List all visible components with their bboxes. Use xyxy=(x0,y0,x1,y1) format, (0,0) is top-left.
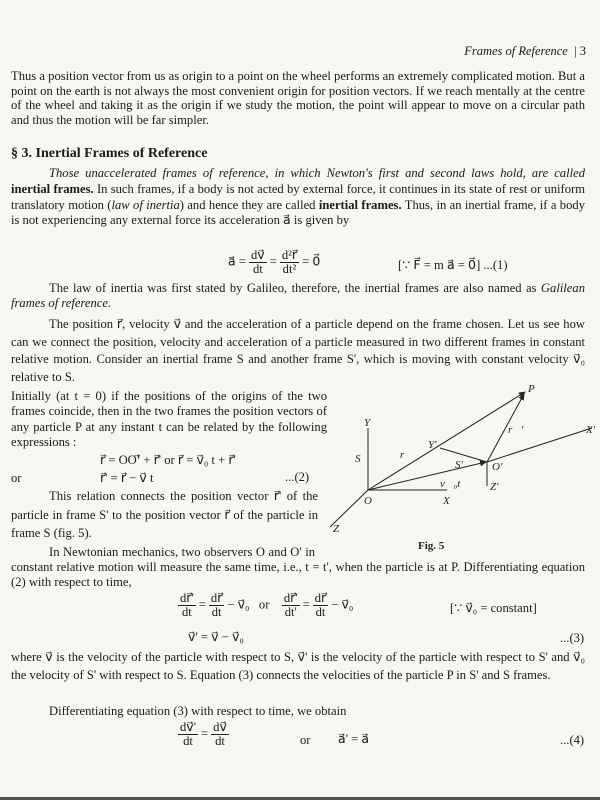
paragraph: Initially (at t = 0) if the positions of the origins of the two frames coincide, then in the two frames the position vectors of any particle P at any instant t can be related by the following expressions : xyxy=(11,389,327,450)
label-S: S xyxy=(355,453,361,465)
label-S-prime: S' xyxy=(455,459,463,471)
label-Y-prime: Y' xyxy=(428,439,437,451)
equation-4: $\frac{dv⃗'}{dt}$ = $\frac{dv⃗}{dt}$ xyxy=(180,720,227,748)
z-axis xyxy=(330,490,368,527)
equation-3-number: ...(3) xyxy=(560,631,585,645)
label-Z-prime: Z' xyxy=(490,481,499,493)
equation-3a: $\frac{dr⃗'}{dt}$ = $\frac{dr⃗}{dt}$ − v⃗₀ or $\frac{dr⃗'}{dt'}$ = $\frac{dr⃗}{dt}$ − v⃗₀ xyxy=(180,591,354,619)
figure-caption: Fig. 5 xyxy=(418,540,445,552)
paragraph: Those unaccelerated frames of reference, in which Newton's first and second laws hold, are called inertial frames. In such frames, if a body is not acted by external force, it continues in its state of rest or uniform translatory motion (law of inertia) and hence they are called inertial frames. Thus, in an inertial frame, if a body is not experiencing any external force its acceleration a⃗ is given by xyxy=(11,166,585,228)
equation-2b: r⃗' = r⃗ − v⃗ t xyxy=(100,471,154,485)
equation-1: a⃗ = $\frac{dv⃗}{dt}$ = $\frac{\text{d²r⃗}}{\text{dt²}}$ = 0⃗ xyxy=(228,248,321,276)
paragraph: The law of inertia was first stated by Galileo, therefore, the inertial frames are also named as Galilean frames of reference. xyxy=(11,281,585,310)
equation-2a: r⃗ = OO'⃗ + r⃗' or r⃗ = v⃗₀ t + r⃗' xyxy=(100,453,236,467)
label-O: O xyxy=(364,495,372,507)
label-X-prime: X' xyxy=(586,424,596,436)
label-Y: Y xyxy=(364,417,371,429)
section-heading: § 3. Inertial Frames of Reference xyxy=(11,146,208,161)
paragraph: Thus a position vector from us as origin to a point on the wheel performs an extremely complicated motion. But a point on the earth is not always the most convenient origin for position vectors. If we reach mentally at the centre of the wheel and taking it as the origin if we study the motion, the point will appear to move on a circular path and thus the motion will be far simpler. xyxy=(11,69,585,127)
caption-space xyxy=(315,545,585,560)
equation-2-number: ...(2) xyxy=(285,470,310,484)
label-O-prime: O' xyxy=(492,461,503,473)
equation-3a-note: [∵ v⃗₀ = constant] xyxy=(450,601,537,615)
paragraph: Differentiating equation (3) with respect to time, we obtain xyxy=(49,704,347,718)
paragraph: This relation connects the position vector r⃗' of the particle in frame S' to the position vector r⃗ of the particle in frame S (fig. 5). xyxy=(11,489,318,540)
label-P: P xyxy=(528,383,535,395)
y-prime-axis xyxy=(440,448,487,462)
running-header: Frames of Reference | 3 xyxy=(464,44,586,58)
label-r: r⃗ xyxy=(400,449,413,461)
label-v0t: v⃗₀t xyxy=(440,478,461,490)
label-Z: Z xyxy=(333,523,340,535)
equation-4-or: or xyxy=(300,733,311,747)
equation-4-number: ...(4) xyxy=(560,733,585,747)
equation-4-rhs: a⃗' = a⃗ xyxy=(338,732,370,746)
equation-1-note: [∵ F⃗ = m a⃗ = 0⃗] ...(1) xyxy=(398,258,508,272)
paragraph: where v⃗ is the velocity of the particle with respect to S, v⃗' is the velocity of the particle with respect to S' and v⃗₀ the velocity of S' with respect to S. Equation (3) connects the velocities of the particle P in S' and S frames. xyxy=(11,650,585,682)
equation-2b-or: or xyxy=(11,471,22,485)
vector-v0t xyxy=(368,462,486,490)
vector-r xyxy=(368,392,525,490)
label-X: X xyxy=(443,495,450,507)
paragraph: In Newtonian mechanics, two observers O and O' in constant relative motion will measure the same time, i.e., t = t', when the particle is at P. Differentiating equation (2) with respect to time, xyxy=(11,545,585,590)
label-r-prime: r⃗' xyxy=(508,424,524,436)
equation-3b: v⃗' = v⃗ − v⃗₀ xyxy=(188,630,244,644)
paragraph: The position r⃗, velocity v⃗ and the acceleration of a particle depend on the frame chosen. Let us see how can we connect the position, velocity and acceleration of a particle measured in two different frames in constant relative motion. Consider an inertial frame S and another frame S', which is moving with constant velocity v⃗₀ relative to S. xyxy=(11,317,585,384)
